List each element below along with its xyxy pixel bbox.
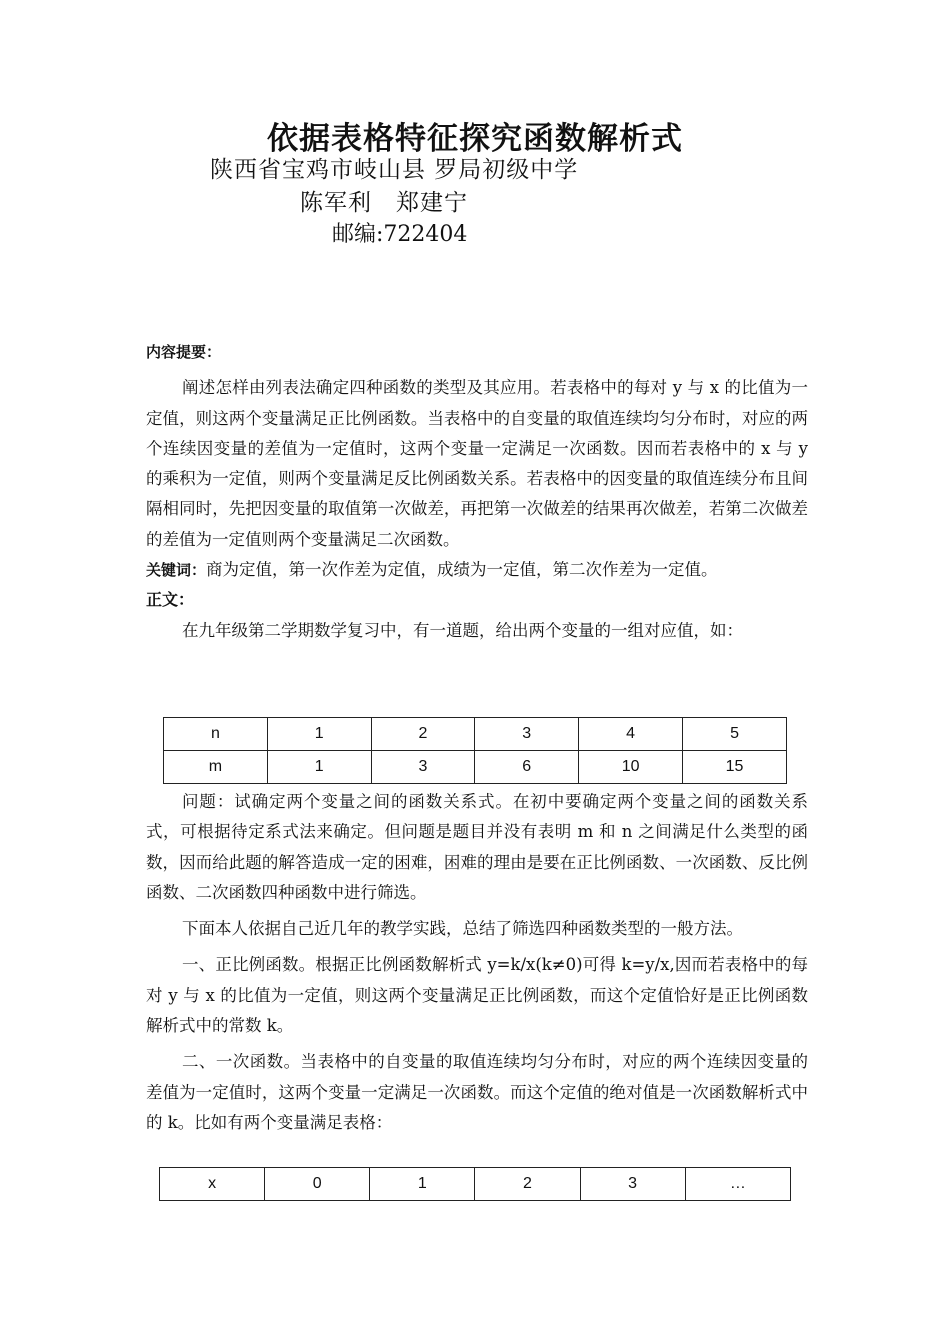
document-title: 依据表格特征探究函数解析式 [267,121,683,157]
abstract-label: 内容提要： [146,343,222,361]
table-row [164,718,787,751]
author-names: 陈军利 郑建宁 [300,190,468,216]
table-cell: 2 [475,1168,580,1201]
table-cell: 3 [371,751,475,784]
method-intro-paragraph: 下面本人依据自己近几年的教学实践，总结了筛选四种函数类型的一般方法。 [182,919,743,939]
postcode: 邮编:722404 [332,222,468,247]
table-cell: 1 [370,1168,475,1201]
keywords-label: 关键词： [146,561,207,580]
table-cell: 10 [579,751,683,784]
table-cell: 15 [683,751,787,784]
table-cell: x [160,1168,265,1201]
table-cell: 3 [580,1168,685,1201]
table-cell: 3 [475,718,579,751]
section-proportional: 一、正比例函数。根据正比例函数解析式 y=k/x(k≠0)可得 k=y/x,因而若表格中的每对 y 与 x 的比值为一定值，则这两个变量满足正比例函数，而这个定值恰好是正比例函数解析式中的常数 k。 [146,955,808,1036]
school-name: 陕西省宝鸡市岐山县 罗局初级中学 [210,157,579,183]
table-x [159,1167,791,1201]
table-cell: 4 [579,718,683,751]
table-row [164,751,787,784]
table-cell: … [685,1168,790,1201]
table-cell: n [164,718,268,751]
keywords-text: 商为定值，第一次作差为定值，成绩为一定值，第二次作差为一定值。 [206,560,718,580]
body-section [146,787,808,1138]
table-cell: 2 [371,718,475,751]
intro-paragraph: 在九年级第二学期数学复习中，有一道题，给出两个变量的一组对应值，如： [182,620,743,640]
abstract-text: 阐述怎样由列表法确定四种函数的类型及其应用。若表格中的每对 y 与 x 的比值为一定值，则这两个变量满足正比例函数。当表格中的自变量的取值连续均匀分布时，对应的两个连续因变量的差值为一定值时，这两个变量一定满足一次函数。因而若表格中的 x 与 y 的乘积为一定值，则两个变量满足反比例函数关系。若表格中的因变量的取值连续分布且间隔相同时，先把因变量的取值第一次做差，再把第一次做差的结果再次做差，若第二次做差的差值为一定值则两个变量满足二次函数。 [146,378,808,549]
table-cell: 5 [683,718,787,751]
table-row [160,1168,791,1201]
abstract-section [146,337,808,646]
table-cell: 0 [265,1168,370,1201]
table-cell: 1 [267,751,371,784]
section-linear: 二、一次函数。当表格中的自变量的取值连续均匀分布时，对应的两个连续因变量的差值为一定值时，这两个变量一定满足一次函数。而这个定值的绝对值是一次函数解析式中的 k。比如有两个变量满足表格： [146,1052,808,1132]
table-cell: 1 [267,718,371,751]
main-label: 正文： [146,590,195,610]
question-paragraph: 问题：试确定两个变量之间的函数关系式。在初中要确定两个变量之间的函数关系式，可根据待定系式法来确定。但问题是题目并没有表明 m 和 n 之间满足什么类型的函数，因而给此题的解答造成一定的困难，困难的理由是要在正比例函数、一次函数、反比例函数、二次函数四种函数中进行筛选。 [146,792,808,902]
table-cell: 6 [475,751,579,784]
keywords-line [146,555,808,585]
table-cell: m [164,751,268,784]
table-n-m [163,717,787,784]
